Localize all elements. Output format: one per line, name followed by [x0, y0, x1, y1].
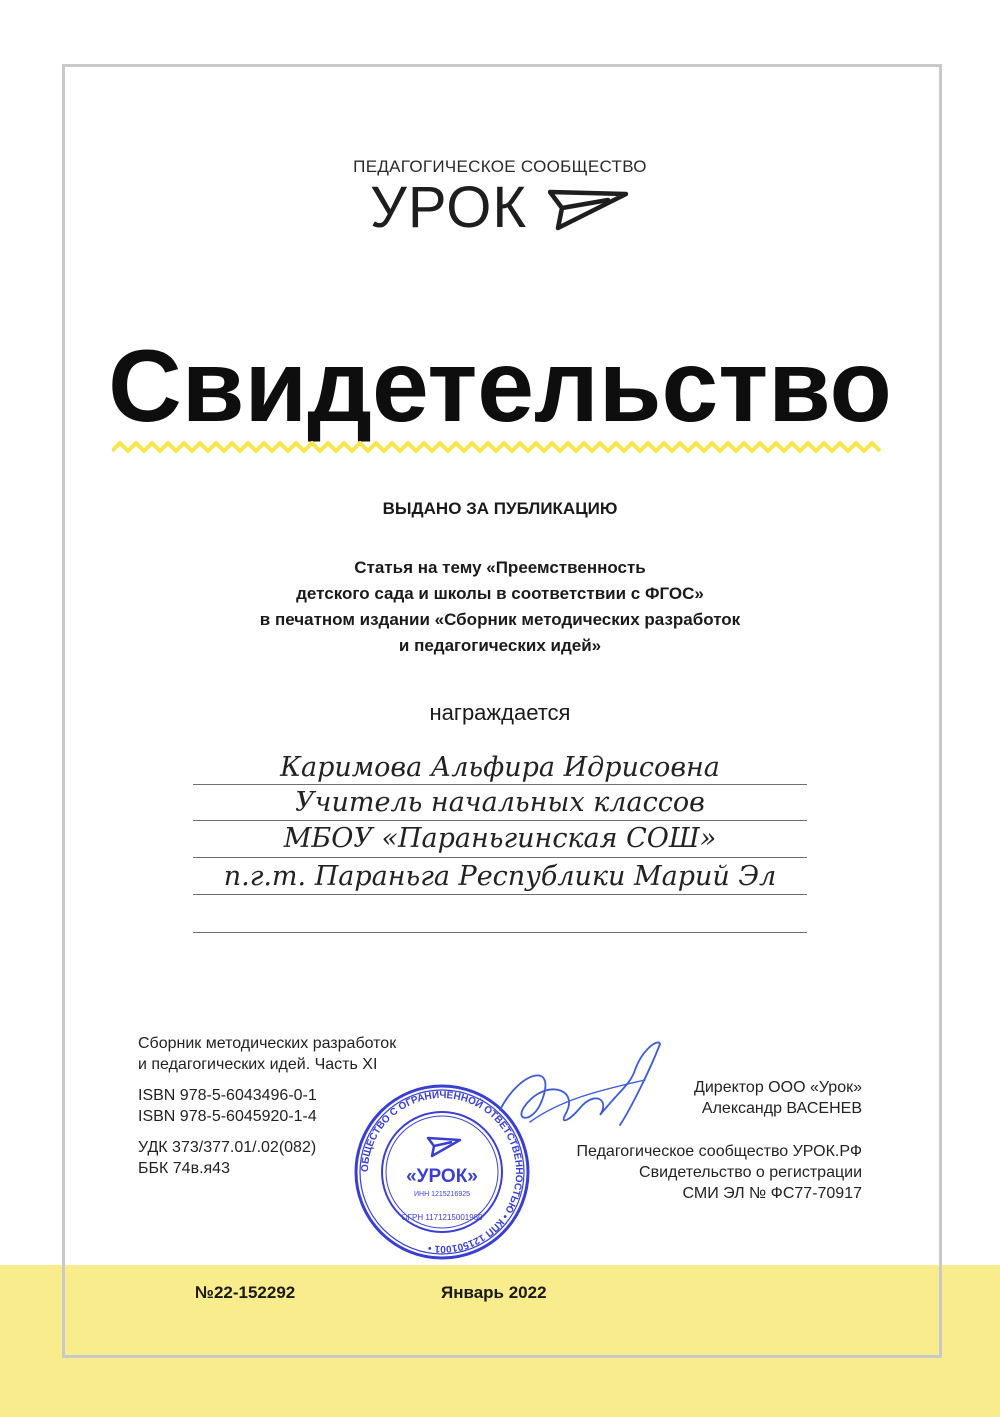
registration-line-1: Педагогическое сообщество УРОК.РФ	[576, 1143, 862, 1160]
publication-topic	[0, 555, 1000, 659]
registration-line-2: Свидетельство о регистрации	[639, 1164, 862, 1181]
rule-line	[193, 932, 807, 933]
recipient-name: Каримова Альфира Идрисовна	[280, 752, 720, 783]
topic-line-2: детского сада и школы в соответствии с ФГОС»	[296, 584, 704, 603]
bbk-code: ББК 74в.я43	[138, 1160, 230, 1177]
org-line: ПЕДАГОГИЧЕСКОЕ СООБЩЕСТВО	[353, 157, 647, 176]
registration-line-3: СМИ ЭЛ № ФС77-70917	[682, 1185, 862, 1202]
stamp-ogrn: ОГРН 1171215001980	[401, 1213, 483, 1222]
publication-line-2: и педагогических идей. Часть XI	[138, 1056, 378, 1073]
rule-line	[193, 820, 807, 821]
issued-for-label: ВЫДАНО ЗА ПУБЛИКАЦИЮ	[382, 499, 618, 518]
certificate-number: №22-152292	[195, 1283, 296, 1302]
registration-block	[500, 1141, 862, 1204]
rule-line	[193, 894, 807, 895]
rule-line	[193, 784, 807, 785]
publication-line-1: Сборник методических разработок	[138, 1035, 397, 1052]
stamp-inn: ИНН 1215216925	[413, 1191, 471, 1198]
awarded-label: награждается	[429, 700, 571, 725]
paper-plane-icon	[548, 188, 630, 232]
isbn-2: ISBN 978-5-6045920-1-4	[138, 1108, 317, 1125]
recipient-location: п.г.т. Параньга Республики Марий Эл	[223, 861, 777, 892]
certificate-title: Свидетельство	[108, 329, 892, 443]
logo-text: УРОК	[370, 175, 528, 240]
director-title: Директор ООО «Урок»	[694, 1079, 862, 1096]
director-name: Александр ВАСЕНЕВ	[701, 1100, 862, 1117]
rule-line	[193, 857, 807, 858]
stamp-center-text: «УРОК»	[406, 1166, 478, 1187]
topic-line-4: и педагогических идей»	[398, 636, 602, 655]
stamp-ring-text: ОБЩЕСТВО С ОГРАНИЧЕННОЙ ОТВЕТСТВЕННОСТЬЮ • КПП 121501001 •	[359, 1089, 525, 1255]
recipient-school: МБОУ «Параньгинская СОШ»	[283, 823, 717, 854]
director-signature	[470, 1030, 670, 1150]
topic-line-1: Статья на тему «Преемственность	[354, 558, 646, 577]
logo	[370, 174, 640, 244]
isbn-1: ISBN 978-5-6043496-0-1	[138, 1087, 317, 1104]
stamp-plane-icon	[428, 1138, 460, 1156]
issue-date: Январь 2022	[441, 1283, 547, 1302]
topic-line-3: в печатном издании «Сборник методических разработок	[259, 610, 741, 629]
udk-code: УДК 373/377.01/.02(082)	[138, 1139, 317, 1156]
recipient-position: Учитель начальных классов	[295, 787, 705, 818]
zigzag-divider	[112, 437, 882, 459]
